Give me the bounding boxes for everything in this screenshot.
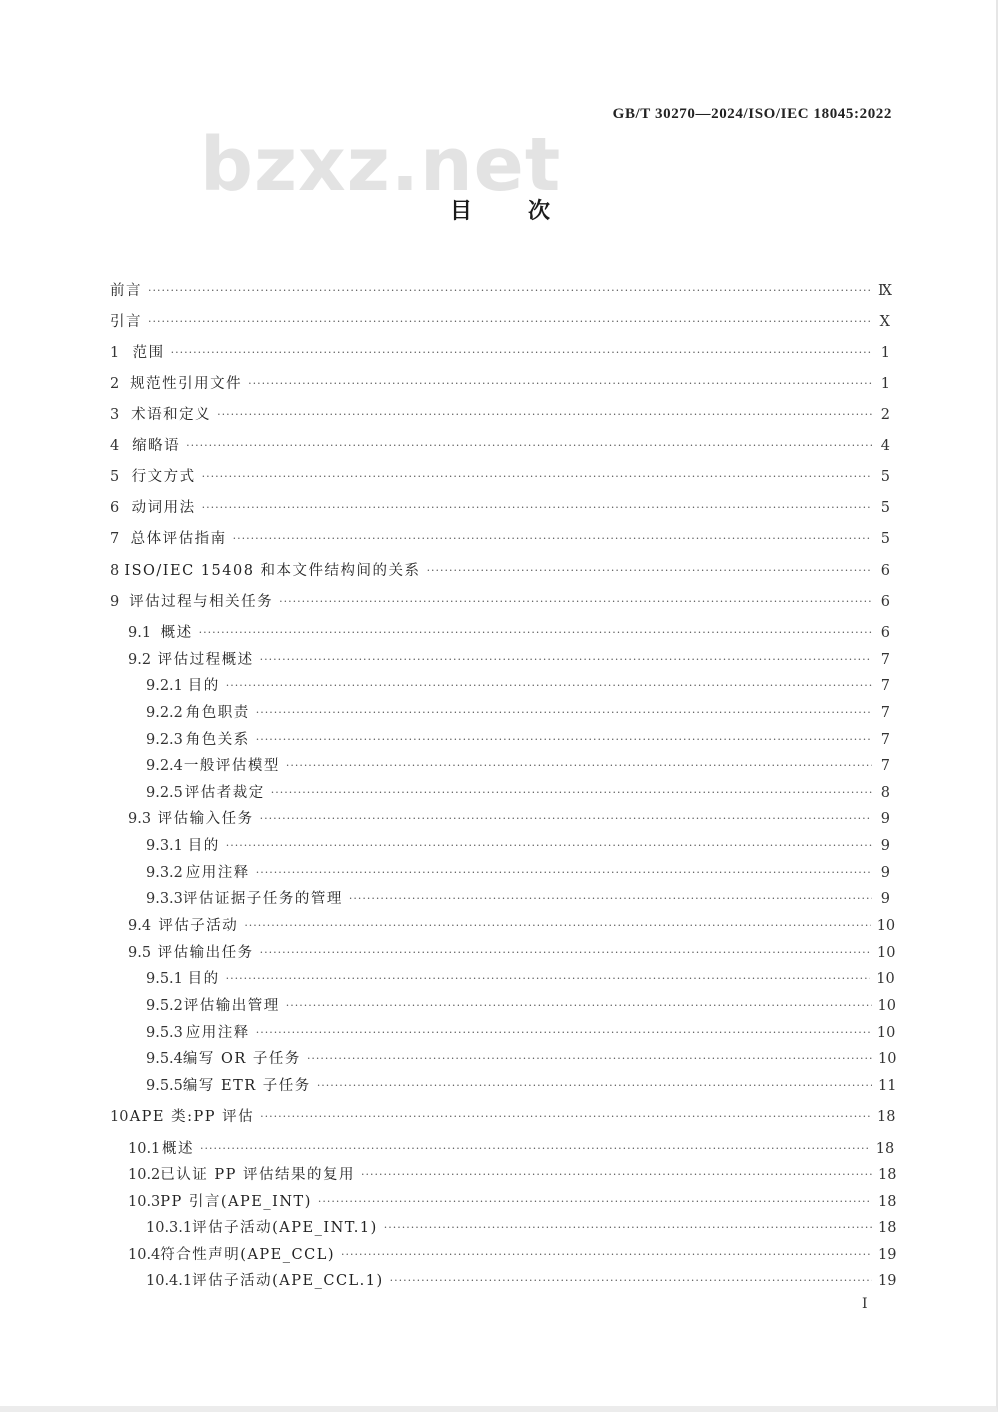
toc-entry[interactable]	[110, 806, 890, 828]
toc-entry-title: 符合性声明(APE_CCL)	[160, 1247, 335, 1263]
toc-entry-number: 8	[110, 563, 120, 579]
toc-entry[interactable]	[110, 1020, 896, 1042]
dot-leader	[200, 1142, 870, 1158]
toc-entry-number: 2	[110, 376, 120, 392]
toc-entry-page: Ⅹ	[879, 314, 890, 330]
toc-entry[interactable]	[110, 860, 890, 882]
toc-entry-number: 9.1	[128, 625, 152, 641]
dot-leader	[279, 595, 872, 611]
toc-entry-number: 4	[110, 438, 120, 454]
toc-entry-page: 4	[880, 438, 890, 454]
toc-entry-page: 7	[880, 758, 890, 774]
toc-entry-title: 目的	[187, 838, 220, 854]
dot-leader	[361, 1168, 872, 1184]
toc-entry[interactable]	[110, 371, 890, 393]
toc-entry-title: 评估证据子任务的管理	[182, 891, 343, 907]
dot-leader	[226, 679, 872, 695]
toc-entry-title: 概述	[160, 625, 193, 641]
toc-entry-number: 9.2.2	[146, 705, 183, 721]
toc-entry[interactable]	[110, 433, 890, 455]
toc-entry-title: 评估过程概述	[157, 652, 254, 668]
dot-leader	[341, 1248, 872, 1264]
toc-entry-number: 9.2.1	[146, 678, 183, 694]
toc-entry-page: 19	[878, 1273, 897, 1289]
toc-entry-page: 2	[880, 407, 890, 423]
toc-entry[interactable]	[110, 495, 890, 517]
toc-entry-title: 前言	[110, 283, 142, 299]
standard-code: GB/T 30270—2024/ISO/IEC 18045:2022	[612, 106, 892, 122]
toc-entry[interactable]	[110, 278, 890, 300]
toc-entry-title: 角色职责	[185, 705, 250, 721]
toc-entry-number: 9.2.5	[146, 785, 183, 801]
toc-entry-page: 5	[880, 500, 890, 516]
toc-entry-title: 已认证 PP 评估结果的复用	[160, 1167, 356, 1183]
dot-leader	[271, 786, 872, 802]
toc-entry-page: 19	[878, 1247, 897, 1263]
toc-entry-title: 目的	[187, 678, 220, 694]
dot-leader	[199, 626, 872, 642]
toc-entry-page: 6	[880, 625, 890, 641]
toc-entry-number: 1	[110, 345, 120, 361]
dot-leader	[307, 1052, 872, 1068]
toc-entry[interactable]	[110, 1215, 897, 1237]
toc-entry-title: 范围	[132, 345, 165, 361]
toc-entry-title: 术语和定义	[131, 407, 212, 423]
toc-entry[interactable]	[110, 753, 890, 775]
dot-leader	[349, 892, 872, 908]
toc-entry-number: 3	[110, 407, 120, 423]
toc-entry[interactable]	[110, 700, 890, 722]
toc-entry[interactable]	[110, 558, 890, 580]
toc-entry-title: PP 引言(APE_INT)	[160, 1194, 312, 1210]
toc-entry[interactable]	[110, 1162, 897, 1184]
toc-entry[interactable]	[110, 993, 896, 1015]
toc-entry-page: 10	[876, 971, 895, 987]
page-number: I	[862, 1296, 868, 1312]
toc-entry-number: 9.4	[128, 918, 152, 934]
toc-entry-title: 规范性引用文件	[130, 376, 243, 392]
dot-leader	[260, 946, 871, 962]
toc-entry-title: 应用注释	[185, 1025, 250, 1041]
toc-entry-page: 5	[880, 531, 890, 547]
toc-entry-number: 10.3.1	[146, 1220, 193, 1236]
toc-entry-page: 6	[880, 594, 890, 610]
toc-entry-number: 10.2	[128, 1167, 161, 1183]
dot-leader	[256, 706, 872, 722]
toc-entry-title: 动词用法	[131, 500, 196, 516]
toc-entry-number: 9.3.1	[146, 838, 183, 854]
toc-entry-title: 总体评估指南	[130, 531, 227, 547]
toc-entry-page: 7	[880, 705, 890, 721]
toc-entry-title: 评估过程与相关任务	[129, 594, 274, 610]
toc-entry-number: 5	[110, 469, 120, 485]
toc-entry[interactable]	[110, 340, 890, 362]
dot-leader	[260, 1110, 871, 1126]
toc-entry-page: 6	[880, 563, 890, 579]
dot-leader	[286, 999, 872, 1015]
toc-entry-page: 7	[880, 678, 890, 694]
dot-leader	[248, 377, 872, 393]
toc-entry-page: 10	[877, 945, 896, 961]
toc-entry-number: 10.1	[128, 1141, 161, 1157]
dot-leader	[226, 839, 872, 855]
dot-leader	[260, 812, 872, 828]
toc-entry-page: Ⅸ	[878, 283, 892, 299]
toc-entry-title: 评估输出任务	[157, 945, 254, 961]
toc-entry[interactable]	[110, 1268, 897, 1290]
toc-entry-title: 评估输入任务	[157, 811, 254, 827]
toc-entry-number: 9	[110, 594, 120, 610]
toc-entry-number: 10	[110, 1109, 129, 1125]
toc-entry[interactable]	[110, 1046, 897, 1068]
toc-entry-page: 10	[876, 918, 896, 934]
toc-entry-number: 9.5.2	[146, 998, 183, 1014]
toc-entry-page: 10	[876, 1025, 896, 1041]
toc-entry-number: 9.5.3	[146, 1025, 183, 1041]
toc-entry-page: 7	[880, 652, 890, 668]
dot-leader	[202, 501, 872, 517]
toc-entry-title: 评估子活动	[158, 918, 239, 934]
toc-entry-number: 9.5	[128, 945, 152, 961]
toc-entry-number: 9.2.4	[146, 758, 183, 774]
dot-leader	[217, 408, 872, 424]
toc-entry[interactable]	[110, 526, 890, 548]
toc-entry-page: 18	[878, 1167, 897, 1183]
dot-leader	[202, 470, 872, 486]
toc-entry-page: 8	[880, 785, 890, 801]
dot-leader	[186, 439, 872, 455]
toc-entry-page: 9	[880, 811, 890, 827]
toc-entry-title: 引言	[110, 314, 142, 330]
toc-entry-number: 9.5.5	[146, 1078, 183, 1094]
toc-entry-page: 1	[880, 376, 890, 392]
toc-entry[interactable]	[110, 1242, 897, 1264]
dot-leader	[148, 315, 872, 331]
toc-entry[interactable]	[110, 589, 890, 611]
toc-entry-page: 7	[880, 732, 890, 748]
toc-entry-page: 9	[880, 865, 890, 881]
toc-entry-page: 18	[877, 1109, 896, 1125]
toc-entry-title: 编写 ETR 子任务	[182, 1078, 311, 1094]
toc-entry-number: 9.2	[128, 652, 152, 668]
toc-entry-page: 9	[880, 891, 890, 907]
toc-entry-title: 评估者裁定	[184, 785, 265, 801]
dot-leader	[226, 972, 871, 988]
toc-entry-number: 10.4.1	[146, 1273, 193, 1289]
toc-entry-number: 10.4	[128, 1247, 161, 1263]
toc-entry[interactable]	[110, 464, 890, 486]
toc-entry-title: 评估子活动(APE_INT.1)	[192, 1220, 378, 1236]
toc-entry-page: 5	[880, 469, 890, 485]
toc-entry-title: 行文方式	[131, 469, 196, 485]
toc-entry[interactable]	[110, 673, 890, 695]
toc-entry[interactable]	[110, 647, 890, 669]
toc-entry[interactable]	[110, 1104, 896, 1126]
dot-leader	[256, 733, 872, 749]
toc-entry-page: 18	[875, 1141, 895, 1157]
toc-entry-title: 缩略语	[132, 438, 181, 454]
dot-leader	[286, 759, 872, 775]
dot-leader	[148, 284, 872, 300]
dot-leader	[233, 532, 872, 548]
page-title: 目次	[449, 199, 606, 224]
toc-entry[interactable]	[110, 1136, 895, 1158]
toc-entry[interactable]	[110, 727, 890, 749]
toc-entry[interactable]	[110, 940, 896, 962]
toc-entry-title: ISO/IEC 15408 和本文件结构间的关系	[124, 563, 421, 579]
toc-entry-title: 目的	[187, 971, 220, 987]
toc-entry-title: 评估输出管理	[183, 998, 280, 1014]
toc-entry-number: 9.5.1	[146, 971, 183, 987]
toc-entry-title: APE 类:PP 评估	[129, 1109, 255, 1125]
toc-entry[interactable]	[110, 966, 895, 988]
dot-leader	[318, 1195, 872, 1211]
dot-leader	[427, 564, 872, 580]
toc-entry-title: 一般评估模型	[183, 758, 280, 774]
dot-leader	[317, 1079, 872, 1095]
toc-entry[interactable]	[110, 780, 890, 802]
toc-entry[interactable]	[110, 1073, 897, 1095]
toc-entry-title: 应用注释	[185, 865, 250, 881]
toc-entry[interactable]	[110, 309, 890, 331]
toc-entry-number: 9.3	[128, 811, 152, 827]
toc-entry-title: 编写 OR 子任务	[182, 1051, 301, 1067]
toc-entry[interactable]	[110, 620, 890, 642]
toc-entry[interactable]	[110, 886, 890, 908]
toc-entry-number: 7	[110, 531, 120, 547]
toc-entry-title: 角色关系	[185, 732, 250, 748]
toc-entry-page: 11	[878, 1078, 897, 1094]
toc-entry[interactable]	[110, 1189, 897, 1211]
toc-entry-page: 10	[877, 1051, 897, 1067]
toc-entry-number: 9.3.3	[146, 891, 183, 907]
toc-entry-title: 概述	[161, 1141, 194, 1157]
toc-entry[interactable]	[110, 833, 890, 855]
toc-entry-number: 9.3.2	[146, 865, 183, 881]
dot-leader	[256, 1026, 871, 1042]
toc-entry-page: 18	[878, 1220, 897, 1236]
toc-entry[interactable]	[110, 913, 896, 935]
dot-leader	[384, 1221, 872, 1237]
toc-entry-number: 6	[110, 500, 120, 516]
dot-leader	[260, 653, 872, 669]
toc-entry-page: 18	[878, 1194, 897, 1210]
toc-entry-page: 9	[880, 838, 890, 854]
toc-entry-number: 10.3	[128, 1194, 161, 1210]
dot-leader	[390, 1274, 872, 1290]
toc-entry-number: 9.5.4	[146, 1051, 183, 1067]
toc-entry-page: 1	[880, 345, 890, 361]
dot-leader	[171, 346, 872, 362]
dot-leader	[244, 919, 870, 935]
toc-entry[interactable]	[110, 402, 890, 424]
watermark: bzxz.net	[200, 122, 562, 208]
toc-entry-number: 9.2.3	[146, 732, 183, 748]
toc-entry-title: 评估子活动(APE_CCL.1)	[192, 1273, 384, 1289]
dot-leader	[256, 866, 872, 882]
toc-entry-page: 10	[877, 998, 896, 1014]
